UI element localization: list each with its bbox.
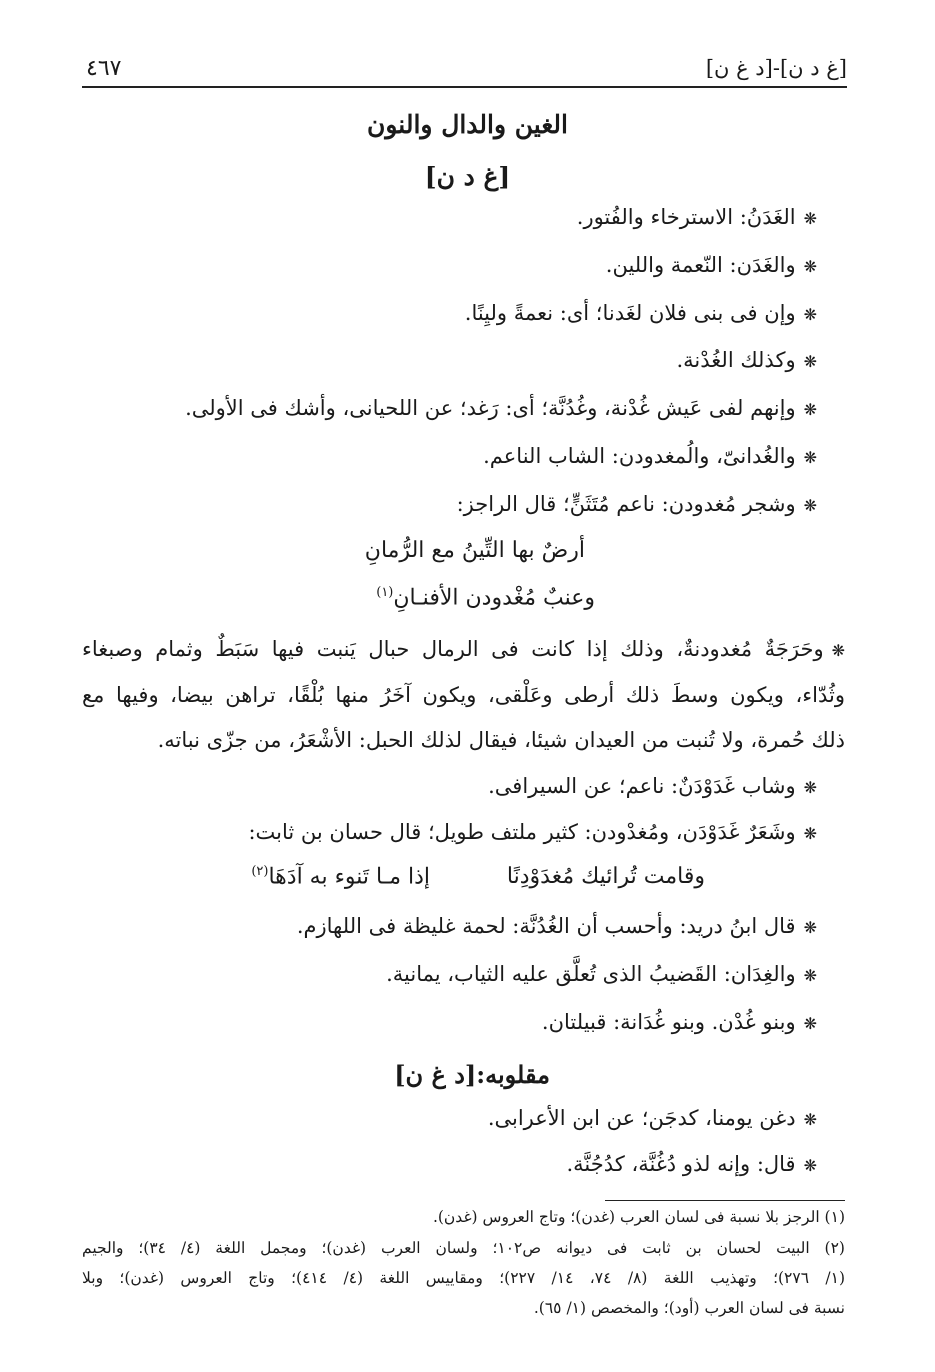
- verse-line: أرضٌ بها التِّينُ مع الرُّمانِ: [364, 538, 585, 563]
- running-header: [82, 50, 847, 88]
- footnote-rule: [605, 1200, 845, 1201]
- entry: ❋وشاب غَدَوْدَنٌ: ناعم؛ عن السيرافى.: [488, 774, 817, 798]
- paragraph-line: ذلك حُمرة، ولا تُنبت من العيدان شيئا، فيقال لذلك الحبل: الأشْعَرُ، من جزّى نباته.: [157, 728, 845, 752]
- star-icon: ❋: [803, 918, 817, 937]
- footnote: (٢) البيت لحسان بن ثابت فى ديوانه ص١٠٢؛ ولسان العرب (غدن)؛ ومجمل اللغة (٤/ ٣٤)؛ والجيم: [82, 1239, 845, 1257]
- entry: ❋وشَعَرٌ غَدَوْدَن، ومُغدْودن: كثير ملتف طويل؛ قال حسان بن ثابت:: [248, 820, 817, 844]
- star-icon: ❋: [803, 257, 817, 276]
- entry: ❋والغِدَان: القَضيبُ الذى تُعلَّق عليه الثياب، يمانية.: [386, 962, 817, 986]
- star-icon: ❋: [803, 966, 817, 985]
- entry: ❋وإن فى بنى فلان لغَدنا؛ أى: نعمةً وليِنًا.: [464, 301, 817, 325]
- chapter-title: الغين والدال والنون: [367, 110, 568, 139]
- footnote: (١) الرجز بلا نسبة فى لسان العرب (غدن)؛ وتاج العروس (غدن).: [432, 1208, 845, 1226]
- verse-line: وعنبٌ مُغْدودن الأفنـانِ$^{(١)}$: [376, 585, 595, 611]
- star-icon: ❋: [803, 305, 817, 324]
- page-number: ٤٦٧: [86, 56, 122, 81]
- star-icon: ❋: [803, 448, 817, 467]
- paragraph-line: وثُدّاء، ويكون وسطَ ذلك أرطى وعَلْقى، ويكون آخَرُ منها بُلْقًا، تراهن بيضا، وفيها مع: [82, 683, 845, 707]
- entry: ❋دغن يومنا، كدجَن؛ عن ابن الأعرابى.: [487, 1106, 817, 1130]
- header-rule: [82, 86, 847, 88]
- entry: ❋والغُدانىّ، والُمغدودن: الشاب الناعم.: [483, 444, 817, 468]
- entry: ❋وإنهم لفى عَيش غُدْنة، وغُدُنَّة؛ أى: رَغد؛ عن اللحيانى، وأشك فى الأولى.: [185, 396, 817, 420]
- footnote-ref: (٢): [251, 864, 269, 879]
- star-icon: ❋: [803, 778, 817, 797]
- maqlub-title: مقلوبه:[د غ ن]: [394, 1060, 550, 1089]
- paragraph-line: ❋وحَرَجَةٌ مُغدودنةٌ، وذلك إذا كانت فى الرمال حبال يَنبت فيها سَبَطٌ وثمام وصبغاء: [82, 637, 845, 661]
- verse-hemistich: إذا مـا تَنوء به آدَهَا$^{(٢)}$: [251, 864, 430, 890]
- star-icon: ❋: [803, 1110, 817, 1129]
- star-icon: ❋: [803, 209, 817, 228]
- entry: ❋وبنو غُدْن. وبنو غُدَانة: قبيلتان.: [541, 1010, 817, 1034]
- entry: ❋والغَدَن: النّعمة واللين.: [605, 253, 817, 277]
- verse-hemistich: وقامت تُرائيك مُغدَوْدِنًا: [506, 864, 705, 889]
- star-icon: ❋: [803, 1014, 817, 1033]
- root-title: [غ د ن]: [424, 162, 511, 191]
- header-section: [غ د ن]-[د غ ن]: [705, 56, 847, 80]
- star-icon: ❋: [831, 641, 845, 660]
- star-icon: ❋: [803, 824, 817, 843]
- entry: ❋الغَدَنُ: الاسترخاء والفُتور.: [576, 205, 817, 229]
- footnote-ref: (١): [376, 585, 394, 600]
- entry: ❋وشجر مُغدودن: ناعم مُتَثَنٍّ؛ قال الراجز:: [456, 492, 817, 516]
- entry: ❋وكذلك الغُدْنة.: [676, 348, 817, 372]
- star-icon: ❋: [803, 352, 817, 371]
- entry: ❋قال ابنُ دريد: وأحسب أن الغُدُنَّة: لحمة غليظة فى اللهازم.: [296, 914, 817, 938]
- star-icon: ❋: [803, 1156, 817, 1175]
- footnote: نسبة فى لسان العرب (أود)؛ والمخصص (١/ ٦٥).: [533, 1299, 845, 1317]
- star-icon: ❋: [803, 496, 817, 515]
- footnote: (١/ ٢٧٦)؛ وتهذيب اللغة (٨/ ٧٤، ١٤/ ٢٢٧)؛ ومقاييس اللغة (٤/ ٤١٤)؛ وتاج العروس (غدن)؛ وبلا: [82, 1269, 846, 1287]
- entry: ❋قال: وإنه لذو دُغُنَّة، كدُجُنَّة.: [566, 1152, 817, 1176]
- star-icon: ❋: [803, 400, 817, 419]
